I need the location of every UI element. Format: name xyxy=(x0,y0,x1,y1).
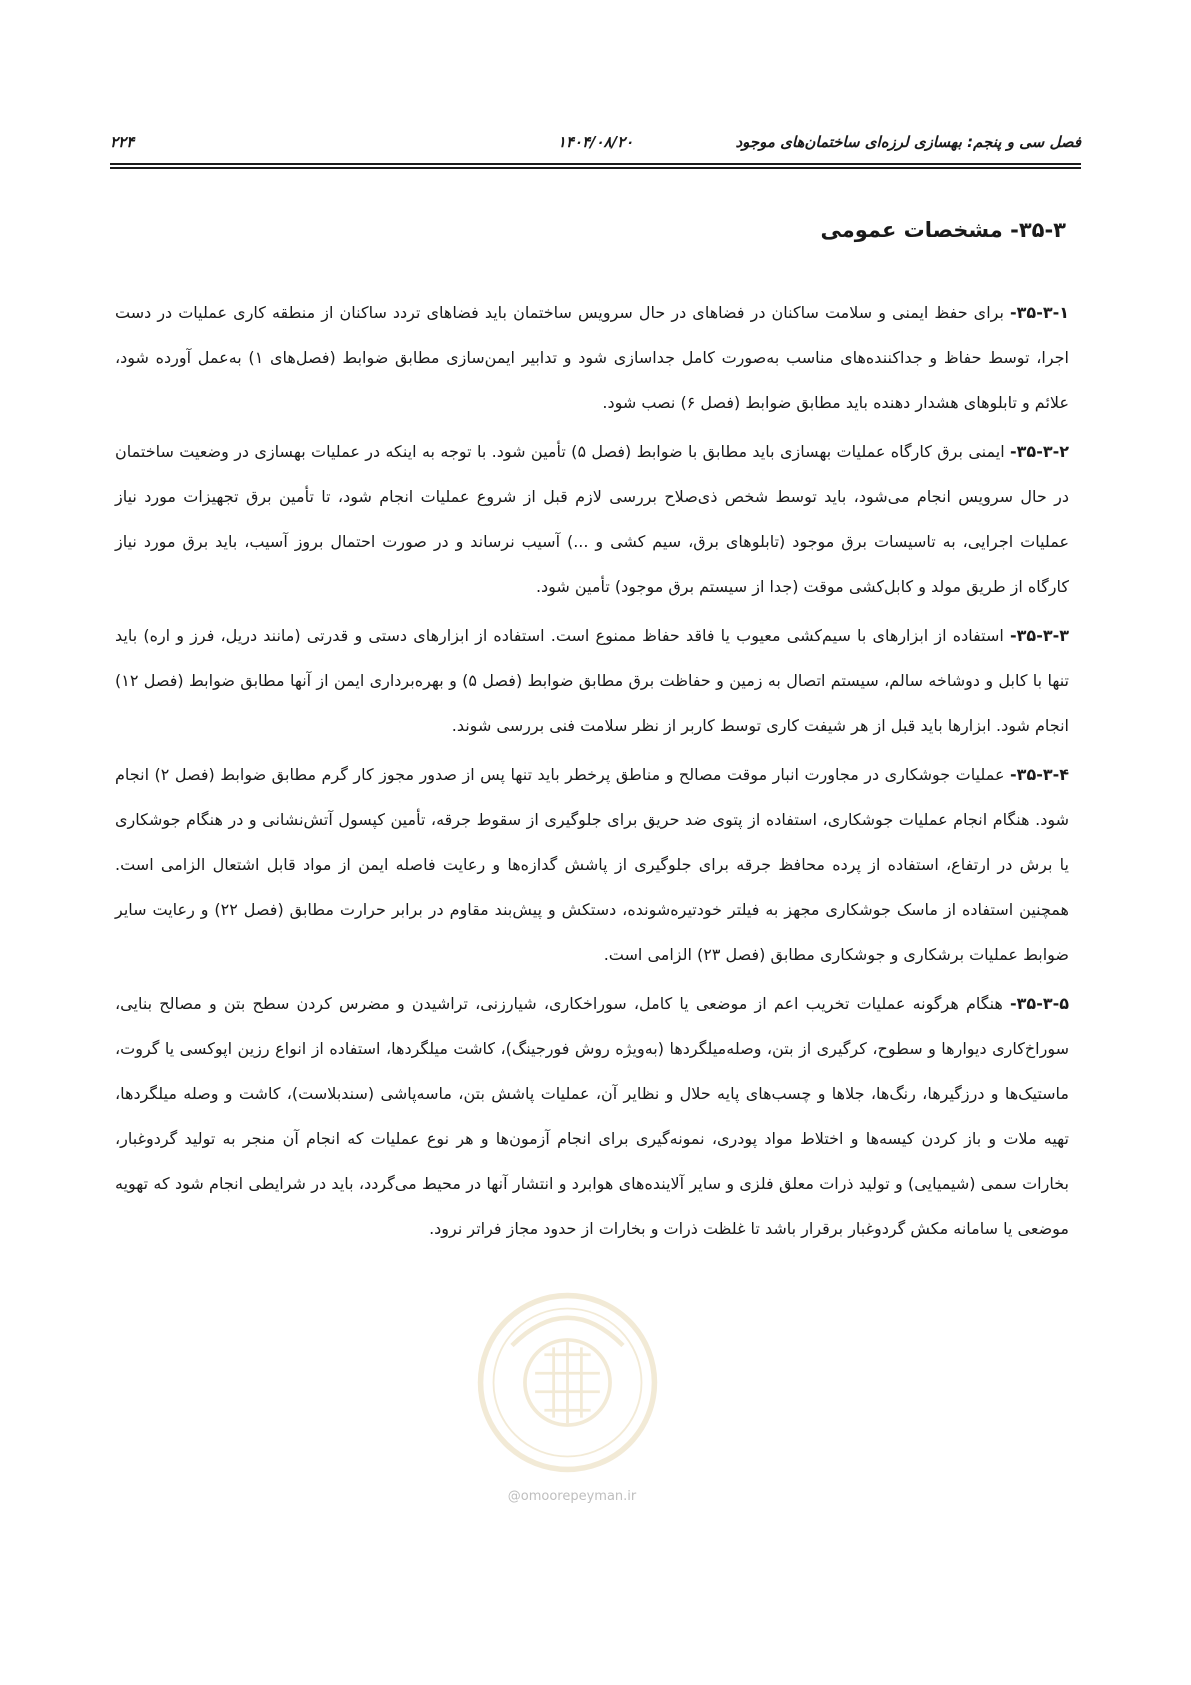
clause-number: ۳۵-۳-۳- xyxy=(1010,626,1069,645)
clause-text: عملیات جوشکاری در مجاورت انبار موقت مصالح و مناطق پرخطر باید تنها پس از صدور مجوز کار گرم مطابق ضوابط (فصل ۲) انجام شود. هنگام انجام عملیات جوشکاری، استفاده از پتوی ضد حریق برای جلوگیری از سقوط جرقه، تأمین کپسول آتش‌نشانی و در هنگام جوشکاری یا برش در ارتفاع، استفاده از پرده محافظ جرقه برای جلوگیری از پاشش گدازه‌ها و رعایت فاصله ایمن از مواد قابل اشتعال الزامی است. همچنین استفاده از ماسک جوشکاری مجهز به فیلتر خودتیره‌شونده، دستکش و پیش‌بند مقاوم در برابر حرارت مطابق (فصل ۲۲) و رعایت سایر ضوابط عملیات برشکاری و جوشکاری مطابق (فصل ۲۳) الزامی است. xyxy=(115,765,1069,964)
clause-text: استفاده از ابزارهای با سیم‌کشی معیوب یا فاقد حفاظ ممنوع است. استفاده از ابزارهای دستی و قدرتی (مانند دریل، فرز و اره) باید تنها با کابل و دوشاخه سالم، سیستم اتصال به زمین و حفاظت برق مطابق ضوابط (فصل ۵) و بهره‌برداری ایمن از آنها مطابق ضوابط (فصل ۱۲) انجام شود. ابزارها باید قبل از هر شیفت کاری توسط کاربر از نظر سلامت فنی بررسی شوند. xyxy=(115,626,1070,735)
section-title: ۳۵-۳- مشخصات عمومی xyxy=(820,218,1066,242)
clause-2 xyxy=(115,429,1069,609)
header-rule xyxy=(110,167,1081,169)
clause-number: ۳۵-۳-۵- xyxy=(1010,994,1069,1013)
watermark-logo xyxy=(475,1290,660,1475)
page-header xyxy=(110,128,1081,156)
clause-number: ۳۵-۳-۴- xyxy=(1010,765,1070,784)
clause-number: ۳۵-۳-۱- xyxy=(1010,303,1069,322)
page-number: ۲۲۴ xyxy=(110,133,135,151)
header-rule xyxy=(110,163,1081,165)
clause-3 xyxy=(115,613,1069,748)
clause-4 xyxy=(115,752,1069,977)
clause-text: برای حفظ ایمنی و سلامت ساکنان در فضاهای در حال سرویس ساختمان باید فضاهای تردد ساکنان از منطقه کاری عملیات در دست اجرا، توسط حفاظ و جداکننده‌های مناسب به‌صورت کامل جداسازی شود و تدابیر ایمن‌سازی مطابق ضوابط (فصل‌های ۱) به‌عمل آورده شود، علائم و تابلوهای هشدار دهنده باید مطابق ضوابط (فصل ۶) نصب شود. xyxy=(115,303,1070,412)
running-head-chapter: فصل سی و پنجم: بهسازی لرزه‌ای ساختمان‌های موجود xyxy=(735,133,1081,151)
clause-5 xyxy=(115,981,1069,1251)
clause-number: ۳۵-۳-۲- xyxy=(1010,442,1069,461)
clause-1 xyxy=(115,290,1069,425)
running-head-date: ۱۴۰۴/۰۸/۲۰ xyxy=(557,133,634,151)
clause-text: هنگام هرگونه عملیات تخریب اعم از موضعی یا کامل، سوراخکاری، شیارزنی، تراشیدن و مضرس کردن سطح بتن و مصالح بنایی، سوراخ‌کاری دیوارها و سطوح، کرگیری از بتن، وصله‌میلگردها (به‌ویژه روش فورجینگ)، کاشت میلگردها، استفاده از انواع رزین اپوکسی یا گروت، ماستیک‌ها و درزگیرها، رنگ‌ها، جلاها و چسب‌های پایه حلال و نظایر آن، عملیات پاشش بتن، ماسه‌پاشی (سندبلاست)، کاشت و وصله میلگردها، تهیه ملات و باز کردن کیسه‌ها و اختلاط مواد پودری، نمونه‌گیری برای انجام آزمون‌ها و هر نوع عملیات که انجام آن منجر به تولید گردوغبار، بخارات سمی (شیمیایی) و تولید ذرات معلق فلزی و سایر آلاینده‌های هوابرد و انتشار آنها در محیط می‌گردد، باید در شرایطی انجام شود که تهویه موضعی یا سامانه مکش گردوغبار برقرار باشد تا غلظت ذرات و بخارات از حدود مجاز فراتر نرود. xyxy=(115,994,1069,1238)
clause-text: ایمنی برق کارگاه عملیات بهسازی باید مطابق با ضوابط (فصل ۵) تأمین شود. با توجه به اینکه در عملیات بهسازی در وضعیت ساختمان در حال سرویس انجام می‌شود، باید توسط شخص ذی‌صلاح بررسی لازم قبل از شروع عملیات انجام شود، تا تأمین برق تجهیزات مورد نیاز عملیات اجرایی، به تاسیسات برق موجود (تابلوهای برق، سیم کشی و ...) آسیب نرساند و در صورت احتمال بروز آسیب، باید برق مورد نیاز کارگاه از طریق مولد و کابل‌کشی موقت (جدا از سیستم برق موجود) تأمین شود. xyxy=(115,442,1069,596)
watermark-site: @omoorepeyman.ir xyxy=(507,1489,637,1504)
body-text xyxy=(115,290,1069,1255)
